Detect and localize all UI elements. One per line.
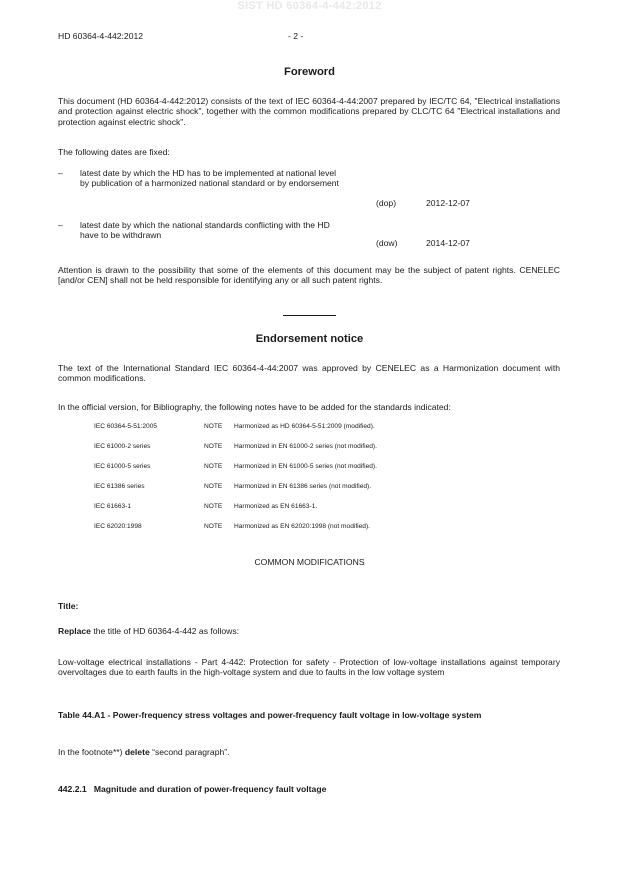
endorsement-title: Endorsement notice — [255, 333, 364, 345]
note-text: Harmonized in EN 61386 series (not modified). — [234, 483, 372, 490]
note-standard: IEC 60364-5-51:2005 — [94, 423, 158, 430]
footnote-instruction — [58, 747, 560, 757]
dates-intro: The following dates are fixed: — [58, 147, 170, 157]
delete-keyword: delete — [124, 747, 150, 757]
note-text: Harmonized as EN 62020:1998 (not modified). — [234, 523, 370, 530]
patent-attention: Attention is drawn to the possibility that some of the elements of this document may be the subject of patent rights. CENELEC [and/or CEN] shall not be held responsible for identifying any or all such patent rights. — [58, 265, 560, 286]
new-title-text: Low-voltage electrical installations - Part 4-442: Protection for safety - Protection of low-voltage installations against temporary overvoltages due to earth faults in the high-voltage system and due to faults in the low voltage system — [58, 657, 560, 678]
title-label-text: Title: — [58, 601, 79, 611]
dop-dash: – — [58, 168, 63, 178]
foreword-title: Foreword — [284, 66, 335, 78]
note-standard: IEC 62020:1998 — [94, 523, 142, 530]
footnote-post: “second paragraph”. — [149, 747, 230, 757]
note-text: Harmonized as EN 61663-1. — [234, 503, 318, 510]
note-tag: NOTE — [204, 423, 223, 430]
bibliography-intro: In the official version, for Bibliography, the following notes have to be added for the standards indicated: — [58, 402, 451, 412]
clause-heading: 442.2.1 Magnitude and duration of power-frequency fault voltage — [58, 784, 327, 794]
watermark: SIST HD 60364-4-442:2012 — [237, 0, 382, 12]
footnote-pre: In the footnote**) — [58, 747, 125, 757]
note-standard: IEC 61000-2 series — [94, 443, 151, 450]
dow-abbr: (dow) — [376, 238, 398, 248]
header-page-number: - 2 - — [288, 31, 304, 41]
note-text: Harmonized in EN 61000-2 series (not modified). — [234, 443, 377, 450]
dow-date: 2014-12-07 — [426, 238, 470, 248]
foreword-intro: This document (HD 60364-4-442:2012) consists of the text of IEC 60364-4-44:2007 prepared by IEC/TC 64, "Electrical installations and protection against electric shock", together with the common modifications prepared by CLC/TC 64 "Electrical installations and protection against electric shock". — [58, 96, 560, 127]
replace-instruction — [58, 626, 560, 636]
replace-instruction-text: the title of HD 60364-4-442 as follows: — [90, 626, 240, 636]
replace-keyword: Replace — [58, 626, 91, 636]
dop-abbr: (dop) — [376, 198, 397, 208]
section-divider — [283, 315, 336, 316]
note-tag: NOTE — [204, 463, 223, 470]
note-tag: NOTE — [204, 503, 223, 510]
note-text: Harmonized as HD 60364-5-51:2009 (modified). — [234, 423, 375, 430]
dop-date: 2012-12-07 — [426, 198, 470, 208]
dow-dash: – — [58, 220, 63, 230]
dop-description: latest date by which the HD has to be implemented at national level by publication of a harmonized national standard or by endorsement — [80, 168, 339, 189]
note-standard: IEC 61386 series — [94, 483, 145, 490]
note-standard: IEC 61663-1 — [94, 503, 132, 510]
title-label — [58, 601, 560, 611]
common-modifications-heading: COMMON MODIFICATIONS — [254, 557, 365, 567]
header-doc-id: HD 60364-4-442:2012 — [58, 31, 144, 41]
endorsement-text: The text of the International Standard IEC 60364-4-44:2007 was approved by CENELEC as a Harmonization document with common modifications. — [58, 363, 560, 384]
table-heading: Table 44.A1 - Power-frequency stress voltages and power-frequency fault voltage in low-voltage system — [58, 710, 482, 720]
note-tag: NOTE — [204, 483, 223, 490]
note-tag: NOTE — [204, 523, 223, 530]
dow-description: latest date by which the national standards conflicting with the HD have to be withdrawn — [80, 220, 330, 241]
note-tag: NOTE — [204, 443, 223, 450]
note-text: Harmonized in EN 61000-5 series (not modified). — [234, 463, 377, 470]
note-standard: IEC 61000-5 series — [94, 463, 151, 470]
